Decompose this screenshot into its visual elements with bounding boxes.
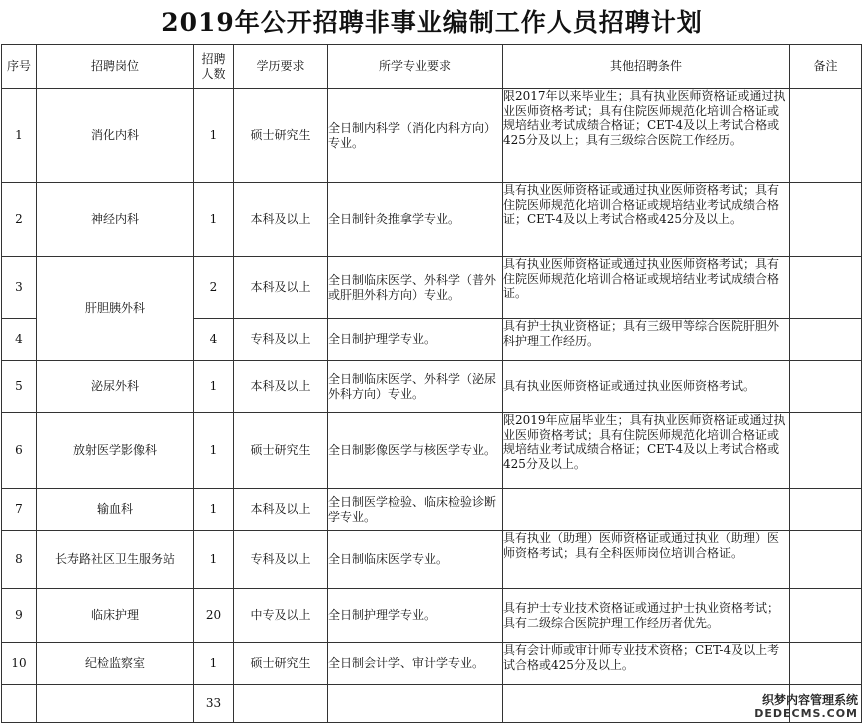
watermark-line2: DEDECMS.COM	[754, 707, 858, 720]
table-row	[2, 257, 862, 319]
cell-note	[790, 89, 862, 183]
cell-note	[790, 489, 862, 531]
cell-major: 全日制内科学（消化内科方向）专业。	[328, 89, 503, 183]
cell-note	[790, 361, 862, 413]
table-row	[2, 413, 862, 489]
cell-no: 5	[2, 361, 37, 413]
cell-conditions: 具有执业医师资格证或通过执业医师资格考试。	[503, 361, 790, 413]
cell-count: 4	[194, 319, 234, 361]
cell-note	[790, 413, 862, 489]
cell-conditions: 具有护士专业技术资格证或通过护士执业资格考试；具有二级综合医院护理工作经历者优先。	[503, 589, 790, 643]
cell-no: 9	[2, 589, 37, 643]
cell-conditions	[503, 489, 790, 531]
header-row	[2, 45, 862, 89]
table-row	[2, 361, 862, 413]
cell-no: 8	[2, 531, 37, 589]
cell-conditions: 具有会计师或审计师专业技术资格；CET-4及以上考试合格或425分及以上。	[503, 643, 790, 685]
cell-edu: 本科及以上	[234, 183, 328, 257]
cell-edu: 专科及以上	[234, 531, 328, 589]
cell-count: 1	[194, 531, 234, 589]
header-count-line2: 人数	[201, 66, 226, 81]
table-row	[2, 489, 862, 531]
cell-major: 全日制临床医学专业。	[328, 531, 503, 589]
cell-no: 2	[2, 183, 37, 257]
cell-count: 1	[194, 489, 234, 531]
cell-note	[790, 643, 862, 685]
cell-note	[790, 257, 862, 319]
cell-post: 神经内科	[37, 183, 194, 257]
table-row	[2, 589, 862, 643]
cell-edu: 专科及以上	[234, 319, 328, 361]
table-row	[2, 531, 862, 589]
recruitment-table	[1, 44, 862, 723]
cell-count: 20	[194, 589, 234, 643]
header-post: 招聘岗位	[37, 45, 194, 89]
cell-post: 长寿路社区卫生服务站	[37, 531, 194, 589]
cell-note	[790, 531, 862, 589]
document-title: 2019年公开招聘非事业编制工作人员招聘计划	[161, 8, 703, 37]
cell-major: 全日制临床医学、外科学（普外或肝胆外科方向）专业。	[328, 257, 503, 319]
cell-edu: 本科及以上	[234, 361, 328, 413]
cell-post: 放射医学影像科	[37, 413, 194, 489]
total-count: 33	[194, 685, 234, 723]
header-major: 所学专业要求	[328, 45, 503, 89]
cell-major: 全日制针灸推拿学专业。	[328, 183, 503, 257]
cell-post: 纪检监察室	[37, 643, 194, 685]
cell-conditions: 具有执业医师资格证或通过执业医师资格考试；具有住院医师规范化培训合格证或规培结业考试成绩合格证。	[503, 257, 790, 319]
header-count-line1: 招聘	[201, 52, 226, 66]
cell-count: 1	[194, 183, 234, 257]
cell-edu: 本科及以上	[234, 489, 328, 531]
table-row	[2, 643, 862, 685]
cell-no: 3	[2, 257, 37, 319]
cell-major: 全日制会计学、审计学专业。	[328, 643, 503, 685]
cell-post: 输血科	[37, 489, 194, 531]
cell-conditions: 具有执业（助理）医师资格证或通过执业（助理）医师资格考试；具有全科医师岗位培训合格证。	[503, 531, 790, 589]
header-no: 序号	[2, 45, 37, 89]
cell-note	[790, 319, 862, 361]
cell-note	[790, 589, 862, 643]
cell-no: 1	[2, 89, 37, 183]
cell-post: 泌尿外科	[37, 361, 194, 413]
cell-no: 4	[2, 319, 37, 361]
cell-count: 2	[194, 257, 234, 319]
cell-post: 消化内科	[37, 89, 194, 183]
cell-post: 肝胆胰外科	[37, 257, 194, 361]
total-row	[2, 685, 862, 723]
cell-count: 1	[194, 89, 234, 183]
cell-conditions: 具有护士执业资格证；具有三级甲等综合医院肝胆外科护理工作经历。	[503, 319, 790, 361]
cell-edu: 硕士研究生	[234, 413, 328, 489]
header-note: 备注	[790, 45, 862, 89]
cell-edu: 硕士研究生	[234, 89, 328, 183]
cell-edu: 本科及以上	[234, 257, 328, 319]
header-count	[194, 45, 234, 89]
watermark-line1: 织梦内容管理系统	[761, 693, 858, 707]
cell-edu: 中专及以上	[234, 589, 328, 643]
cell-no: 10	[2, 643, 37, 685]
cell-edu: 硕士研究生	[234, 643, 328, 685]
watermark	[754, 694, 858, 720]
cell-no: 7	[2, 489, 37, 531]
cell-major: 全日制临床医学、外科学（泌尿外科方向）专业。	[328, 361, 503, 413]
cell-count: 1	[194, 361, 234, 413]
cell-no: 6	[2, 413, 37, 489]
cell-conditions: 限2017年以来毕业生；具有执业医师资格证或通过执业医师资格考试；具有住院医师规范化培训合格证或规培结业考试成绩合格证；CET-4及以上考试合格或425分及以上；具有三级综合医院工作经历。	[503, 89, 790, 183]
cell-major: 全日制护理学专业。	[328, 319, 503, 361]
cell-note	[790, 183, 862, 257]
cell-major: 全日制医学检验、临床检验诊断学专业。	[328, 489, 503, 531]
cell-conditions: 具有执业医师资格证或通过执业医师资格考试；具有住院医师规范化培训合格证或规培结业考试成绩合格证；CET-4及以上考试合格或425分及以上。	[503, 183, 790, 257]
cell-major: 全日制护理学专业。	[328, 589, 503, 643]
cell-count: 1	[194, 413, 234, 489]
table-row	[2, 183, 862, 257]
cell-conditions: 限2019年应届毕业生；具有执业医师资格证或通过执业医师资格考试；具有住院医师规范化培训合格证或规培结业考试成绩合格证；CET-4及以上考试合格或425分及以上。	[503, 413, 790, 489]
cell-post: 临床护理	[37, 589, 194, 643]
cell-major: 全日制影像医学与核医学专业。	[328, 413, 503, 489]
header-cond: 其他招聘条件	[503, 45, 790, 89]
header-edu: 学历要求	[234, 45, 328, 89]
table-row	[2, 89, 862, 183]
cell-count: 1	[194, 643, 234, 685]
